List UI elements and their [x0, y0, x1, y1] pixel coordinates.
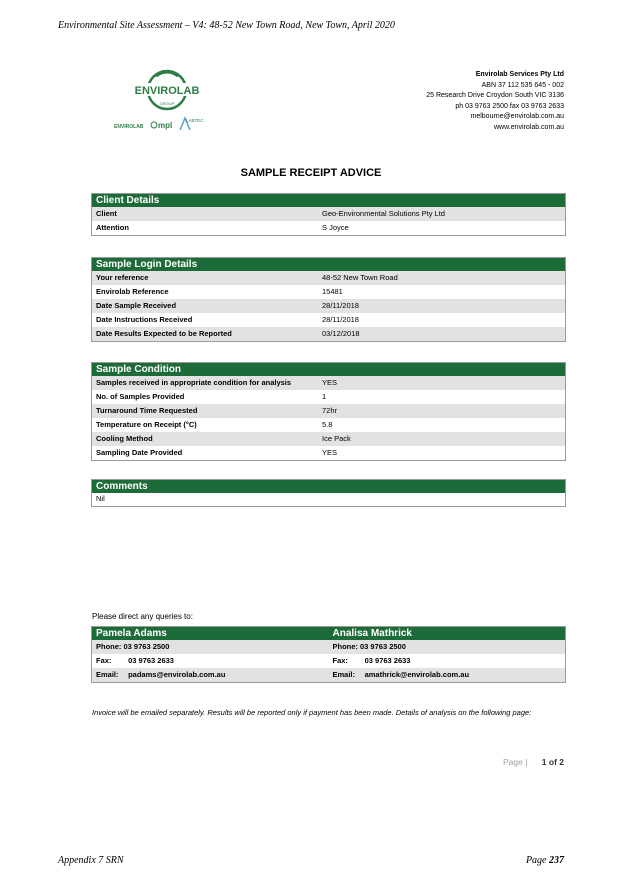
row-value: YES	[322, 448, 338, 457]
row-value: 48-52 New Town Road	[322, 273, 398, 282]
logo-main-text: ENVIROLAB	[134, 85, 200, 97]
page-title: SAMPLE RECEIPT ADVICE	[240, 167, 382, 179]
contacts-header	[92, 627, 565, 640]
row-value: 28/11/2018	[322, 301, 359, 310]
row-value: 1	[322, 392, 327, 401]
row-label: Cooling Method	[96, 434, 153, 443]
fax-label: Fax:	[96, 656, 112, 665]
table-row	[92, 446, 565, 460]
logo-sub-text: GROUP	[159, 101, 175, 106]
email-label: Email:	[332, 670, 356, 679]
contact-phone-row	[92, 640, 565, 654]
table-row	[92, 418, 565, 432]
page-label: Page |	[503, 757, 528, 767]
table-row	[92, 271, 565, 285]
row-label: Your reference	[96, 273, 149, 282]
running-header: Environmental Site Assessment – V4: 48-52 New Town Road, New Town, April 2020	[58, 20, 395, 31]
footer-page-number: 237	[549, 855, 564, 866]
row-label: Client	[96, 209, 117, 218]
contact-email-row	[92, 668, 565, 682]
contacts-table	[91, 626, 566, 683]
company-website[interactable]: www.envirolab.com.au	[493, 123, 564, 131]
contact-fax	[329, 654, 566, 668]
row-value: Geo-Environmental Solutions Pty Ltd	[322, 209, 445, 218]
footer-page-label: Page	[525, 855, 547, 866]
footer-appendix: Appendix 7 SRN	[58, 855, 124, 866]
contact-fax	[92, 654, 329, 668]
row-value: YES	[322, 378, 338, 387]
contact-name: Analisa Mathrick	[332, 628, 412, 639]
sample-login-header: Sample Login Details	[92, 258, 565, 271]
table-row	[92, 390, 565, 404]
page-indicator	[503, 757, 564, 767]
row-value: 72hr	[322, 406, 338, 415]
brand-mpl: mpl	[158, 121, 173, 130]
fax-value: 03 9763 2633	[364, 656, 411, 665]
queries-label: Please direct any queries to:	[92, 612, 193, 621]
fax-value: 03 9763 2633	[128, 656, 174, 665]
contact-email	[92, 668, 329, 682]
table-row	[92, 432, 565, 446]
table-row	[92, 313, 565, 327]
envirolab-logo-graphic	[112, 66, 222, 136]
row-label: Date Instructions Received	[96, 315, 193, 324]
company-details	[426, 70, 564, 133]
contact-phone: Phone: 03 9763 2500	[96, 642, 170, 651]
row-value: 15481	[322, 287, 343, 296]
row-label: Temperature on Receipt (°C)	[96, 420, 197, 429]
email-link[interactable]: padams@envirolab.com.au	[128, 670, 226, 679]
row-label: Date Sample Received	[96, 301, 177, 310]
page-number: 1 of 2	[541, 757, 564, 767]
invoice-footnote: Invoice will be emailed separately. Results will be reported only if payment has been made. Details of analysis on the following page:	[92, 708, 532, 717]
client-details-header: Client Details	[92, 194, 565, 207]
sample-login-section	[91, 257, 566, 342]
fax-label: Fax:	[332, 656, 348, 665]
row-label: Sampling Date Provided	[96, 448, 183, 457]
row-value: 28/11/2018	[322, 315, 359, 324]
row-label: Attention	[96, 223, 129, 232]
row-value: S Joyce	[322, 223, 349, 232]
table-row	[92, 376, 565, 390]
table-row	[92, 285, 565, 299]
sample-condition-header: Sample Condition	[92, 363, 565, 376]
brand-labtec: LABTEC	[186, 118, 204, 123]
row-label: Envirolab Reference	[96, 287, 169, 296]
email-link[interactable]: amathrick@envirolab.com.au	[364, 670, 470, 679]
contact-phone: Phone: 03 9763 2500	[332, 642, 406, 651]
row-value: 5.8	[322, 420, 333, 429]
company-address: 25 Research Drive Croydon South VIC 3136	[426, 92, 564, 99]
row-label: Samples received in appropriate condition for analysis	[96, 378, 292, 387]
client-details-section	[91, 193, 566, 236]
envirolab-logo	[112, 66, 222, 136]
contact-email	[329, 668, 566, 682]
contact-fax-row	[92, 654, 565, 668]
comments-section	[91, 479, 566, 507]
company-email[interactable]: melbourne@envirolab.com.au	[470, 113, 564, 120]
sample-condition-section	[91, 362, 566, 461]
table-row	[92, 404, 565, 418]
contact-name: Pamela Adams	[96, 628, 167, 639]
attention-row	[92, 221, 565, 235]
email-label: Email:	[96, 670, 119, 679]
table-row	[92, 327, 565, 341]
row-label: No. of Samples Provided	[96, 392, 185, 401]
row-label: Date Results Expected to be Reported	[96, 329, 232, 338]
comments-text: Nil	[92, 493, 565, 506]
row-value: Ice Pack	[322, 434, 351, 443]
company-abn: ABN 37 112 535 645 - 002	[481, 81, 564, 89]
footer-page	[526, 855, 564, 866]
row-value: 03/12/2018	[322, 329, 360, 338]
client-row	[92, 207, 565, 221]
company-name: Envirolab Services Pty Ltd	[475, 71, 564, 78]
brand-envirolab: ENVIROLAB	[114, 124, 144, 130]
comments-header: Comments	[92, 480, 565, 493]
table-row	[92, 299, 565, 313]
company-phone-fax: ph 03 9763 2500 fax 03 9763 2633	[455, 102, 564, 110]
row-label: Turnaround Time Requested	[96, 406, 198, 415]
